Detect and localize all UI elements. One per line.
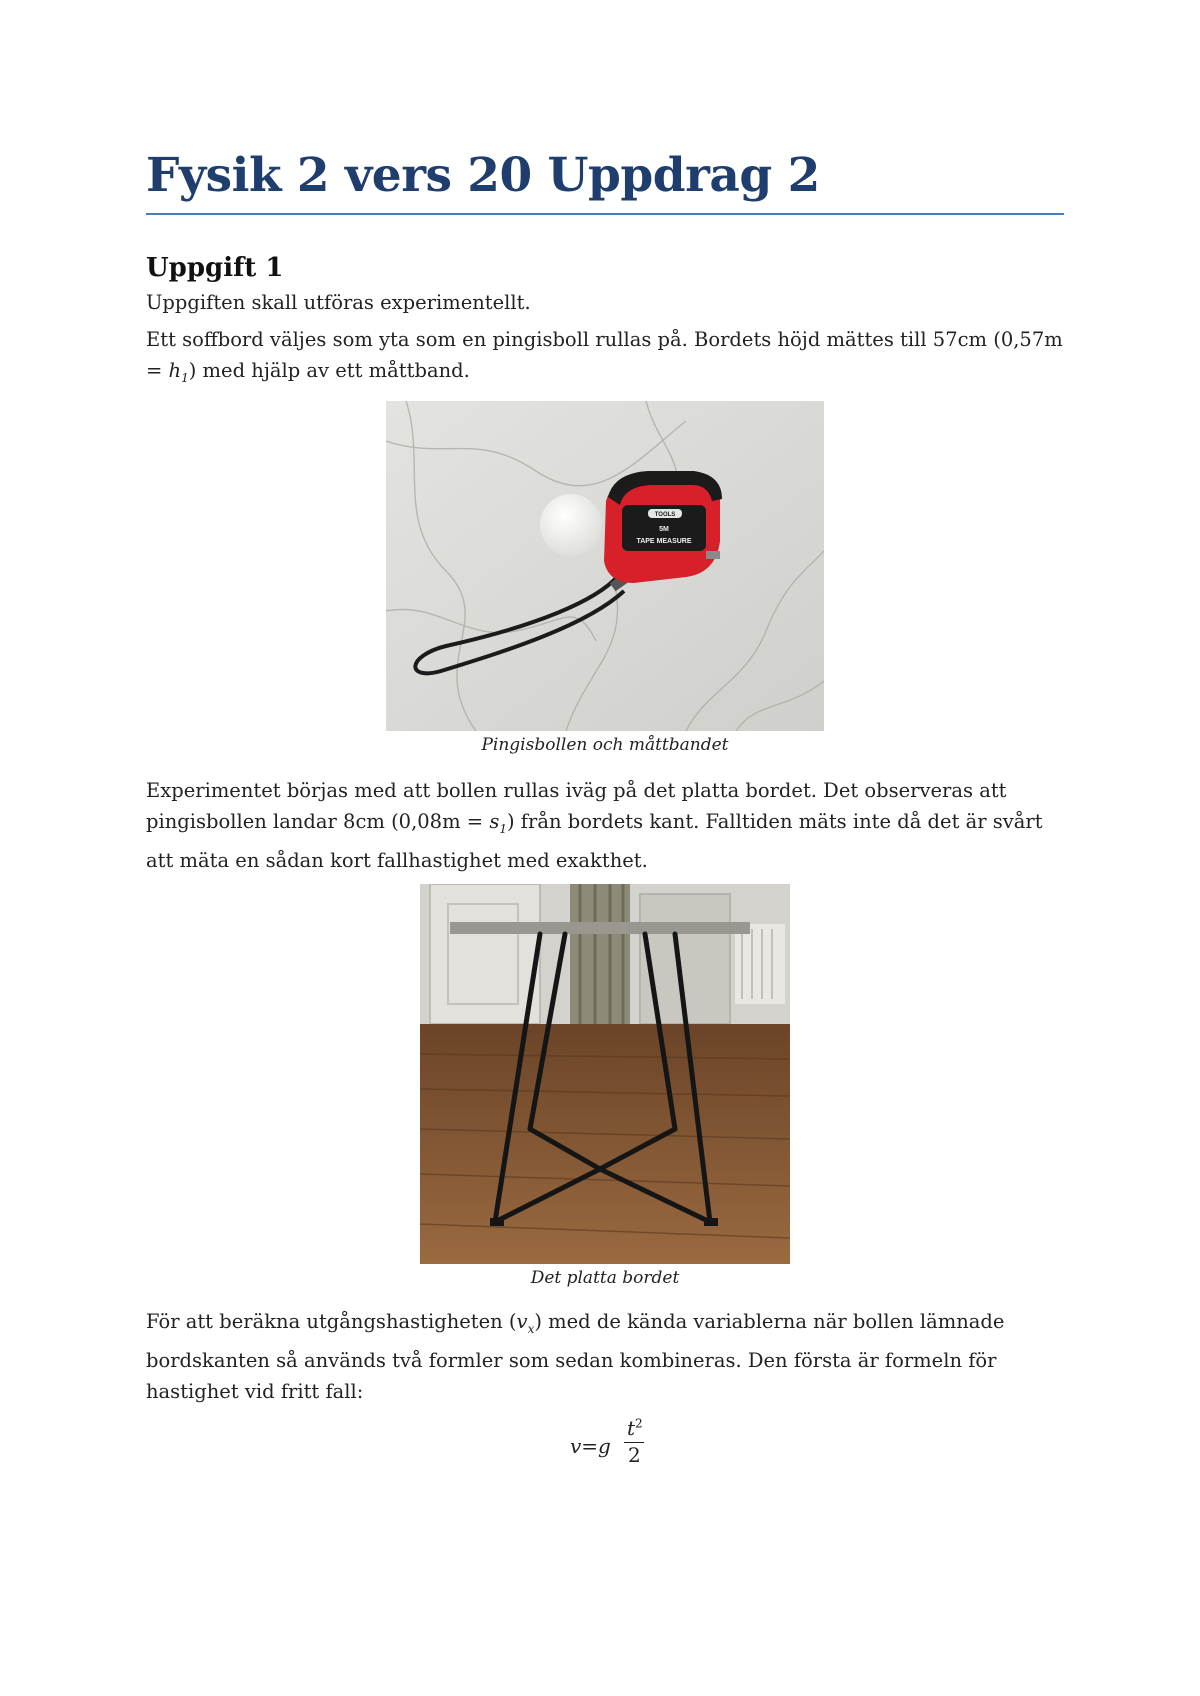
paragraph-text: ) med hjälp av ett måttband.	[188, 359, 470, 382]
variable-v: v	[516, 1310, 528, 1333]
variable-subscript: x	[527, 1321, 535, 1336]
paragraph-velocity	[146, 1306, 1064, 1407]
tape-measure	[604, 471, 722, 583]
free-fall-formula	[570, 1418, 660, 1478]
paragraph-text: För att beräkna utgångshastigheten (	[146, 1310, 517, 1333]
tape-brand: TOOLS	[654, 512, 676, 518]
table-top	[450, 922, 750, 934]
paragraph-text: Experimentet börjas med att bollen rullas iväg på det platta bordet. Det observeras att pingisbollen landar 8cm (0,08m =	[146, 779, 1007, 833]
leg-foot	[704, 1218, 718, 1226]
formula-denominator: 2	[628, 1443, 641, 1467]
figure1-caption: Pingisbollen och måttbandet	[481, 735, 729, 755]
paragraph-text: ) från bordets kant. Falltiden mäts inte då det är svårt att mäta en sådan kort fallhastighet med exakthet.	[146, 810, 1043, 872]
ping-pong-ball	[540, 494, 602, 556]
paragraph-intro: Uppgiften skall utföras experimentellt.	[146, 291, 531, 314]
numerator-exponent: 2	[635, 1416, 643, 1431]
variable-h: h	[168, 359, 182, 382]
variable-subscript: 1	[499, 821, 507, 836]
figure2-caption: Det platta bordet	[530, 1268, 680, 1288]
tape-label: TAPE MEASURE	[636, 538, 692, 545]
variable-subscript: 1	[181, 370, 189, 385]
variable-s: s	[489, 810, 500, 833]
marble-surface	[386, 401, 824, 731]
formula-lhs: v=g	[570, 1434, 611, 1458]
paragraph-table-height	[146, 324, 1064, 394]
paragraph-experiment	[146, 775, 1064, 876]
title-underline	[146, 213, 1064, 215]
section-heading: Uppgift 1	[146, 253, 284, 283]
formula-numerator	[627, 1416, 643, 1440]
numerator-variable: t	[627, 1416, 636, 1440]
floor	[420, 1024, 790, 1264]
paragraph-text: Ett soffbord väljes som yta som en pingisboll rullas på. Bordets höjd mättes till 57cm (0,57m =	[146, 328, 1063, 382]
leg-foot	[490, 1218, 504, 1226]
tape-length: 5M	[659, 526, 669, 533]
paragraph-text: ) med de kända variablerna när bollen lämnade bordskanten så används två formler som sedan kombineras. Den första är formeln för hastighet vid fritt fall:	[146, 1310, 1005, 1403]
document-title: Fysik 2 vers 20 Uppdrag 2	[146, 148, 820, 203]
figure-ball-and-tape-measure	[386, 401, 824, 731]
figure-flat-table	[420, 884, 790, 1264]
